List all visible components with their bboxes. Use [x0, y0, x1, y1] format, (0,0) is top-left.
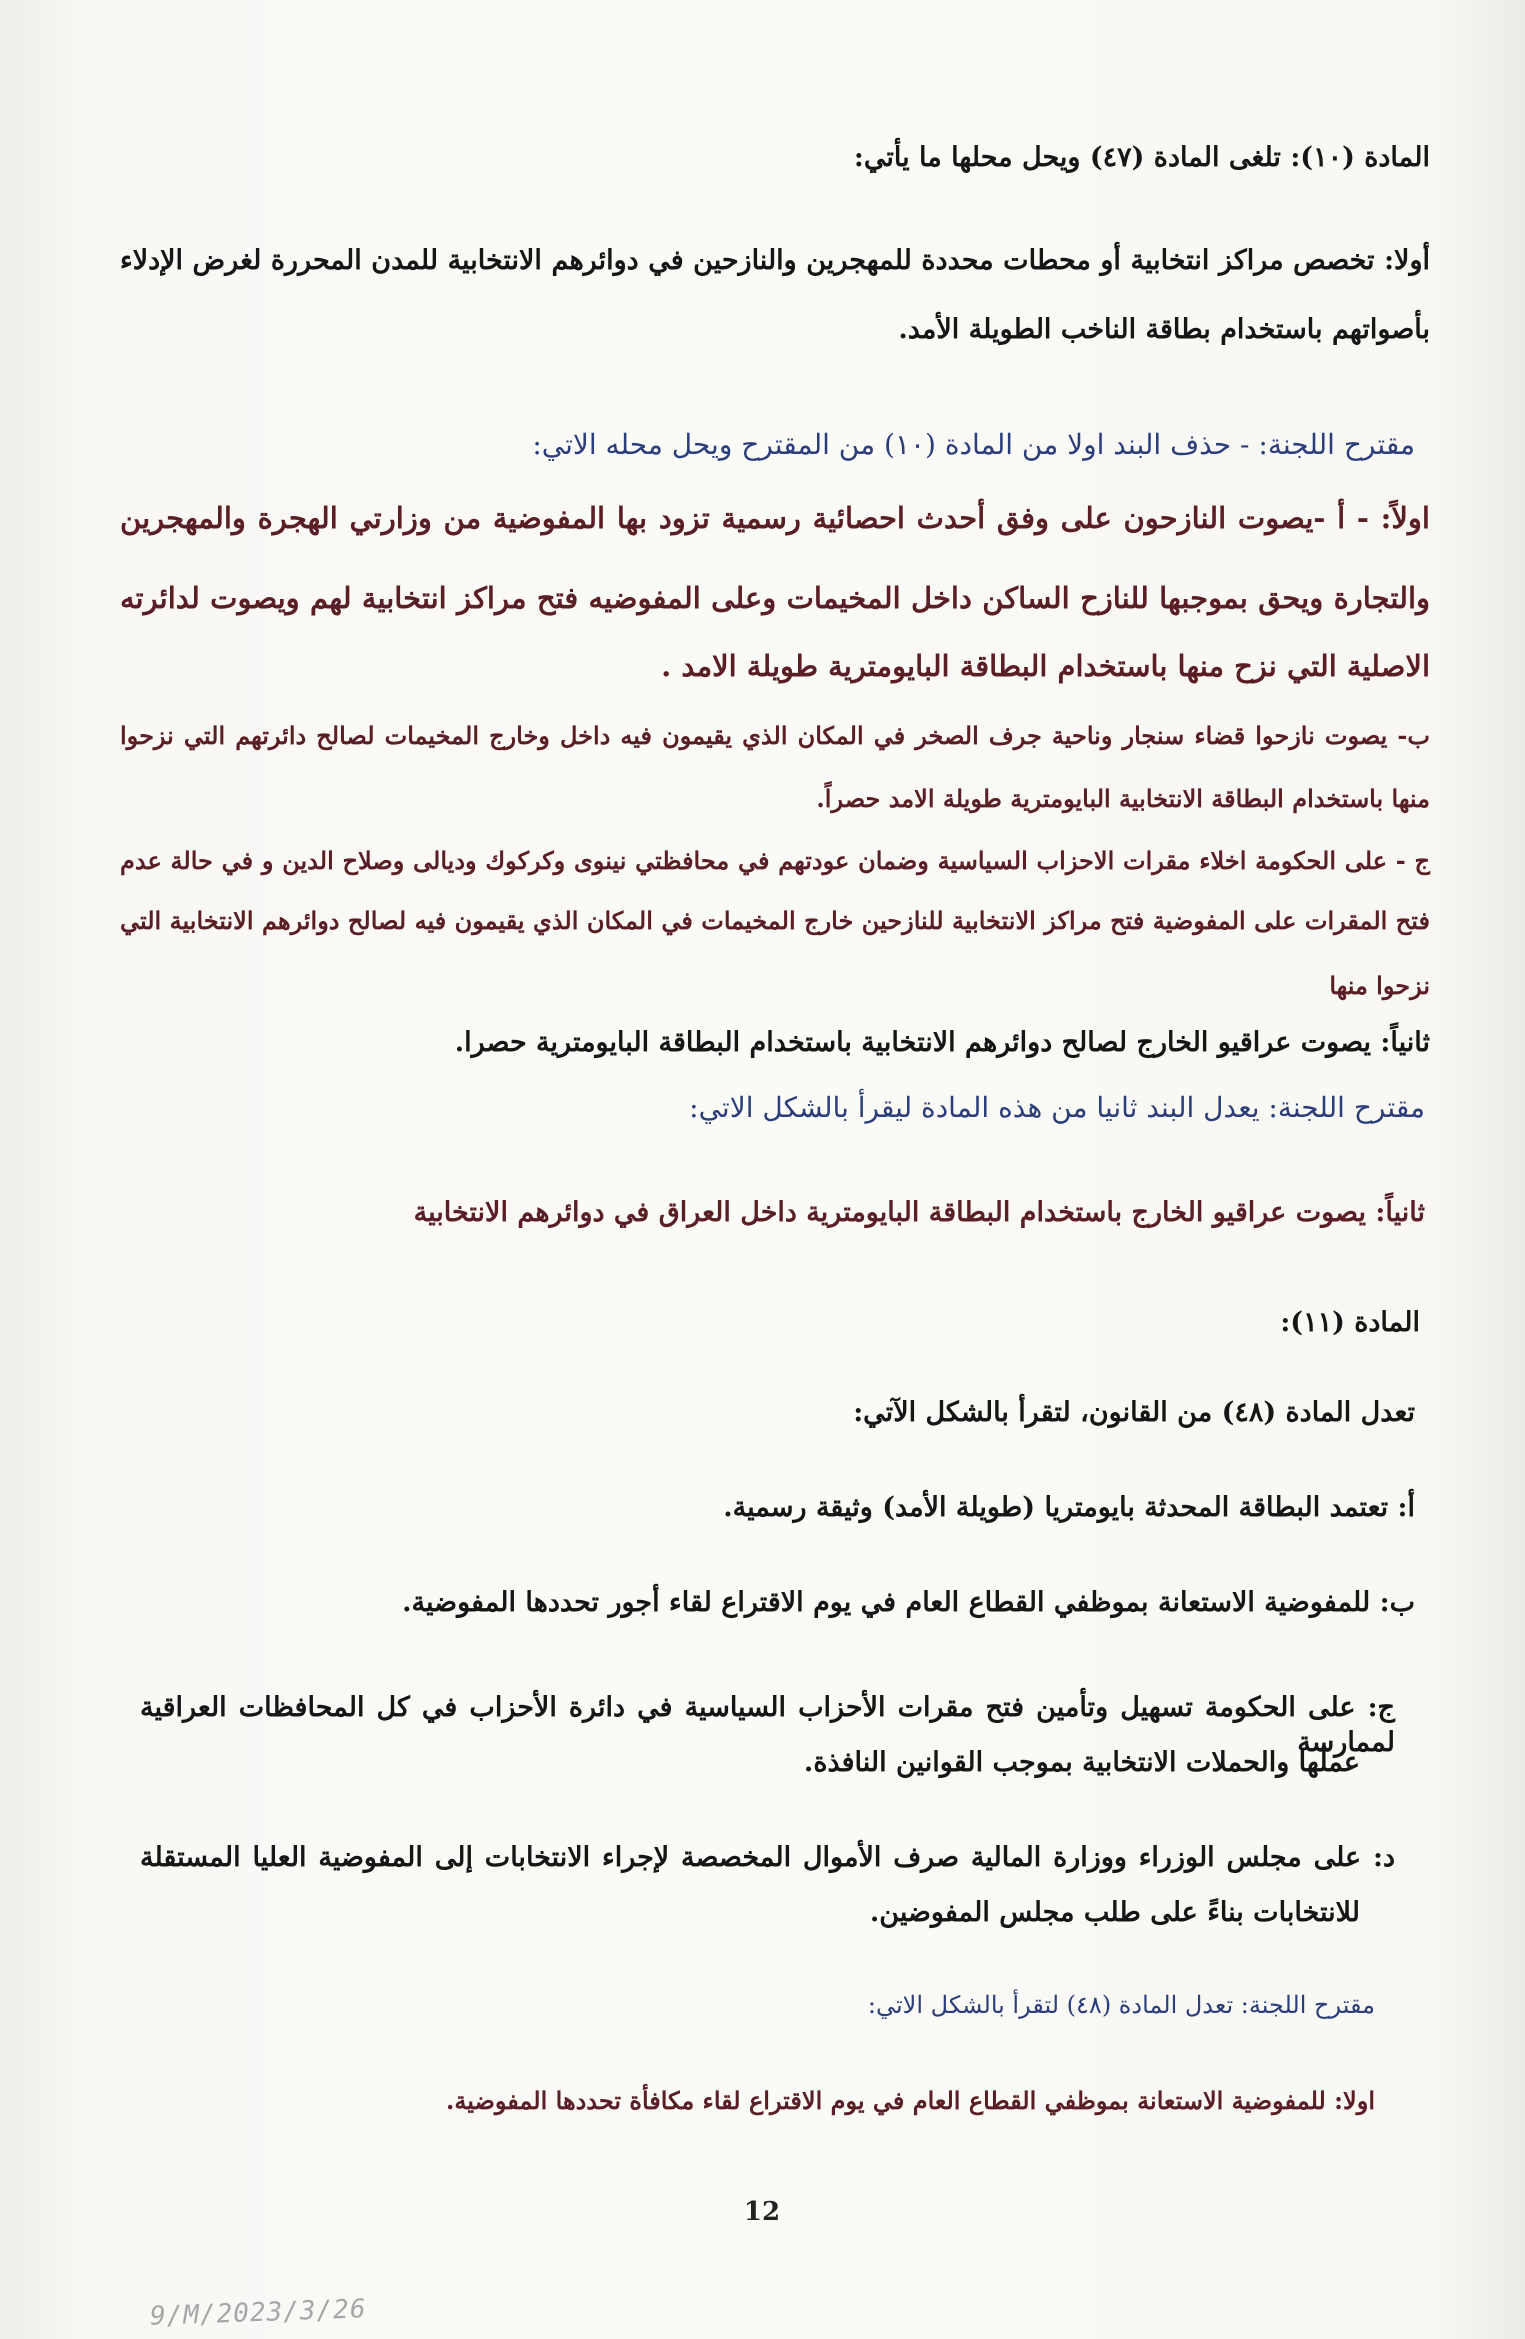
proposal-clause-a-line-1: اولاً: - أ -يصوت النازحون على وفق أحدث احصائية رسمية تزود بها المفوضية من وزارتي الهجرة والمهجرين: [120, 501, 1430, 535]
proposal-article-48: اولا: للمفوضية الاستعانة بموظفي القطاع العام في يوم الاقتراع لقاء مكافأة تحددها المفوضية.: [446, 2086, 1375, 2115]
article-11-heading: المادة (١١):: [1280, 1307, 1420, 1338]
proposal-clause-c-line-1: ج - على الحكومة اخلاء مقرات الاحزاب السياسية وضمان عودتهم في محافظتي نينوى وكركوك وديالى وصلاح الدين و في حالة عدم: [120, 846, 1430, 875]
article-11-clause-d-line-1: د: على مجلس الوزراء ووزارة المالية صرف الأموال المخصصة لإجراء الانتخابات إلى المفوضية العليا المستقلة: [140, 1842, 1395, 1873]
article-11-clause-b: ب: للمفوضية الاستعانة بموظفي القطاع العام في يوم الاقتراع لقاء أجور تحددها المفوضية.: [402, 1587, 1415, 1618]
committee-proposal-1: مقترح اللجنة: - حذف البند اولا من المادة (١٠) من المقترح ويحل محله الاتي:: [532, 428, 1415, 461]
proposal-clause-a-line-2: والتجارة ويحق بموجبها للنازح الساكن داخل المخيمات وعلى المفوضيه فتح مراكز انتخابية لهم ويصوت لدائرته: [120, 581, 1430, 615]
proposal-clause-c-line-2: فتح المقرات على المفوضية فتح مراكز الانتخابية للنازحين خارج المخيمات في المكان الذي يقيمون فيه لصالح دوائرهم الانتخابية التي: [120, 906, 1430, 935]
committee-proposal-2: مقترح اللجنة: يعدل البند ثانيا من هذه المادة ليقرأ بالشكل الاتي:: [689, 1091, 1425, 1124]
page-number: 12: [743, 2197, 781, 2227]
proposal-clause-2: ثانياً: يصوت عراقيو الخارج باستخدام البطاقة البايومترية داخل العراق في دوائرهم الانتخابية: [413, 1197, 1425, 1228]
article-11-clause-c-line-2: عملها والحملات الانتخابية بموجب القوانين النافذة.: [803, 1747, 1360, 1778]
article-10-clause-1-line-1: أولا: تخصص مراكز انتخابية أو محطات محددة للمهجرين والنازحين في دوائرهم الانتخابية للمدن المحررة لغرض الإدلاء: [120, 245, 1430, 276]
article-11-clause-c-line-1: ج: على الحكومة تسهيل وتأمين فتح مقرات الأحزاب السياسية في دائرة الأحزاب في كل المحافظات العراقية لممارسة: [140, 1692, 1395, 1759]
article-11-clause-a: أ: تعتمد البطاقة المحدثة بايومتريا (طويلة الأمد) وثيقة رسمية.: [723, 1492, 1415, 1523]
proposal-clause-b-line-1: ب- يصوت نازحوا قضاء سنجار وناحية جرف الصخر في المكان الذي يقيمون فيه داخل وخارج المخيمات لصالح دائرتهم التي نزحوا: [120, 721, 1430, 750]
proposal-clause-b-line-2: منها باستخدام البطاقة الانتخابية البايومترية طويلة الامد حصراً.: [816, 784, 1430, 813]
article-10-clause-2: ثانياً: يصوت عراقيو الخارج لصالح دوائرهم الانتخابية باستخدام البطاقة البايومترية حصرا.: [454, 1027, 1430, 1058]
committee-proposal-3: مقترح اللجنة: تعدل المادة (٤٨) لتقرأ بالشكل الاتي:: [867, 1991, 1375, 2019]
article-11-clause-d-line-2: للانتخابات بناءً على طلب مجلس المفوضين.: [869, 1897, 1360, 1928]
article-10-clause-1-line-2: بأصواتهم باستخدام بطاقة الناخب الطويلة الأمد.: [898, 314, 1430, 345]
proposal-clause-a-line-3: الاصلية التي نزح منها باستخدام البطاقة البايومترية طويلة الامد .: [661, 649, 1430, 683]
proposal-clause-c-line-3: نزحوا منها: [1329, 971, 1430, 1000]
article-11-intro: تعدل المادة (٤٨) من القانون، لتقرأ بالشكل الآتي:: [853, 1397, 1415, 1428]
article-10-heading: المادة (١٠): تلغى المادة (٤٧) ويحل محلها ما يأتي:: [853, 142, 1430, 173]
handwritten-stamp: 9/M/2023/3/26: [149, 2294, 367, 2332]
